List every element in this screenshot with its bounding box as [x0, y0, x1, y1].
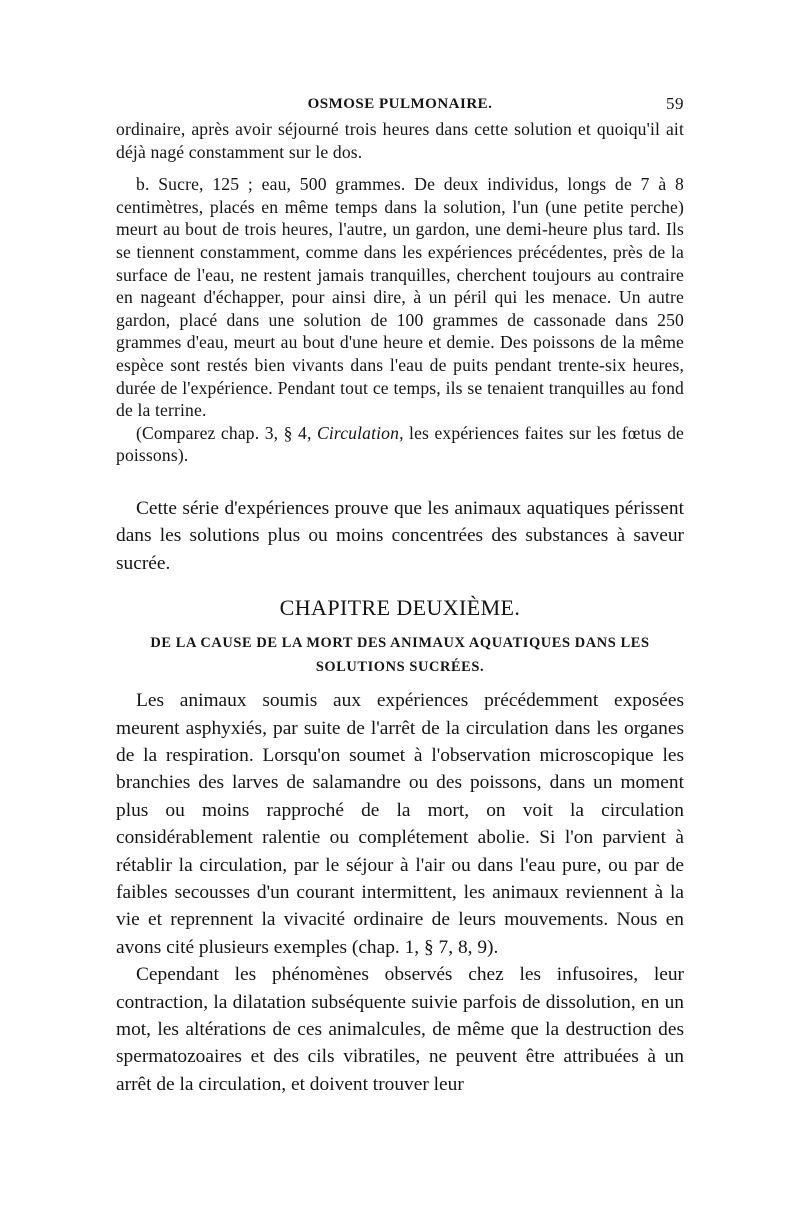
paragraph-cross-reference: [116, 422, 684, 467]
cross-reference-italic: Circulation,: [316, 422, 404, 443]
paragraph-continuation: ordinaire, après avoir séjourné trois heures dans cette solution et quoiqu'il ait déjà nagé constamment sur le dos.: [116, 119, 684, 162]
book-page: [116, 92, 684, 1098]
paragraph-conclusion: Cette série d'expériences prouve que les animaux aquatiques périssent dans les solutions plus ou moins concentrées des substances à saveur sucrée.: [116, 497, 684, 574]
page-number: 59: [666, 94, 684, 113]
cross-reference-text-start: (Comparez chap. 3, § 4,: [136, 422, 317, 443]
paragraph-infusoria: Cependant les phénomènes observés chez les infusoires, leur contraction, la dilatation subséquente suivie parfois de dissolution, en un mot, les altérations de ces animalcules, de même que la destruction des spermatozoaires et des cils vibratiles, ne peuvent être attribuées à un arrêt de la circulation, et doivent trouver leur: [116, 964, 684, 1095]
running-head: [116, 92, 684, 118]
paragraph-experiment-b: b. Sucre, 125 ; eau, 500 grammes. De deux individus, longs de 7 à 8 centimètres, placés en même temps dans la solution, l'un (une petite perche) meurt au bout de trois heures, l'autre, un gardon, une demi-heure plus tard. Ils se tiennent constamment, comme dans les expériences précédentes, près de la surface de l'eau, ne restent jamais tranquilles, cherchent toujours au contraire en nageant d'échapper, pour ainsi dire, à un péril qui les menace. Un autre gardon, placé dans une solution de 100 grammes de cassonade dans 250 grammes d'eau, meurt au bout d'une heure et demie. Des poissons de la même espèce sont restés bien vivants dans l'eau de puits pendant trente-six heures, durée de l'expérience. Pendant tout ce temps, ils se tenaient tranquilles au fond de la terrine.: [116, 174, 684, 421]
paragraph-asphyxia: Les animaux soumis aux expériences précédemment exposées meurent asphyxiés, par suite de l'arrêt de la circulation dans les organes de la respiration. Lorsqu'on soumet à l'observation microscopique les branchies des larves de salamandre ou des poissons, dans un moment plus ou moins rapproché de la mort, on voit la circulation considérablement ralentie ou complétement abolie. Si l'on parvient à rétablir la circulation, par le séjour à l'air ou dans l'eau pure, ou par de faibles secousses d'un courant intermittent, les animaux reviennent à la vie et reprennent la vivacité ordinaire de leurs mouvements. Nous en avons cité plusieurs exemples (chap. 1, § 7, 8, 9).: [116, 690, 684, 958]
cross-reference-text-end: les expériences faites sur les fœtus de poissons).: [116, 422, 684, 466]
chapter-heading: CHAPITRE DEUXIÈME.: [279, 595, 521, 621]
running-head-title: OSMOSE PULMONAIRE.: [307, 96, 493, 112]
section-title: DE LA CAUSE DE LA MORT DES ANIMAUX AQUATIQUES DANS LES SOLUTIONS SUCRÉES.: [150, 635, 650, 676]
